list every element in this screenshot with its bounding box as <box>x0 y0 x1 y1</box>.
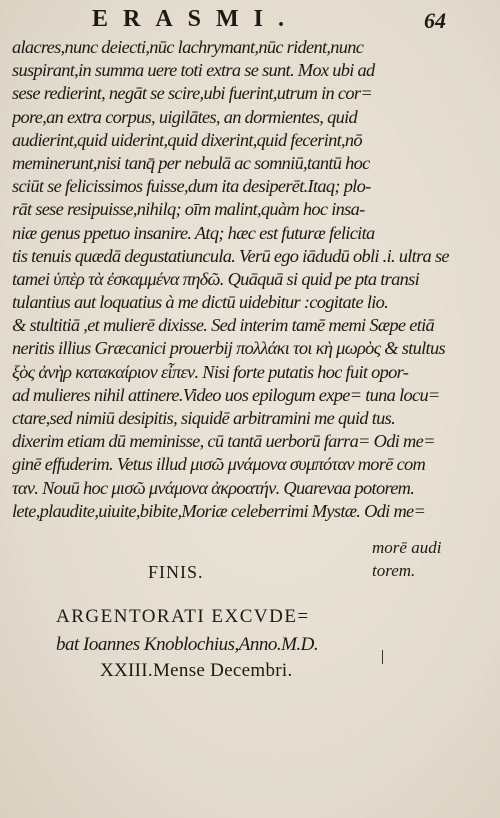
text-line: lete,plaudite,uiuite,bibite,Moriæ celeberrimi Mystæ. Odi me= <box>12 500 426 521</box>
colophon-line: ARGENTORATI EXCVDE= <box>56 606 310 627</box>
text-line: ξὸς ἀνὴρ κατακαίριον εἶπεν. Nisi forte putatis hoc fuit opor- <box>12 361 409 382</box>
text-line: rāt sese resipuisse,nihilq; oīm malint,quàm hoc insa- <box>12 199 365 220</box>
margin-note-line: torem. <box>372 561 416 580</box>
text-line: dixerim etiam dū meminisse, cū tantā uerborū farra= Odi me= <box>12 431 435 452</box>
text-line: ad mulieres nihil attinere.Video uos epilogum expe= tuna locu= <box>12 384 440 405</box>
text-line: audierint,quid uiderint,quid dixerint,quid fecerint,nō <box>12 129 362 150</box>
text-line: sciūt se felicissimos fuisse,dum ita desiperēt.Itaq; plo- <box>12 176 371 197</box>
running-title: ERASMI. <box>92 6 300 32</box>
text-line: niæ genus ppetuo insanire. Atq; hæc est futuræ felicita <box>12 222 375 243</box>
text-line: alacres,nunc deiecti,nūc lachrymant,nūc rident,nunc <box>12 37 364 57</box>
margin-note <box>372 536 441 582</box>
text-line: ginē effuderim. Vetus illud μισῶ μνάμονα συμπόταν morē com <box>12 454 426 475</box>
text-line: pore,an extra corpus, uigilātes, an dormientes, quid <box>12 106 357 127</box>
colophon-line: bat Ioannes Knoblochius,Anno.M.D. <box>56 634 319 655</box>
body-text <box>12 36 472 523</box>
text-line: tamei ὑπὲρ τὰ ἐσκαμμένα πηδῶ. Quāquā si quid pe pta transi <box>12 268 419 289</box>
folio-number: 64 <box>424 8 446 33</box>
ink-mark <box>382 650 383 664</box>
text-line: ctare,sed nimiū desipitis, siquidē arbitramini me quid tus. <box>12 408 396 428</box>
text-line: tis tenuis quædā degustatiuncula. Verū ego iādudū obli .i. ultra se <box>12 245 449 266</box>
margin-note-line: morē audi <box>372 538 442 557</box>
text-line: ταν. Nouū hoc μισῶ μνάμονα ἀκροατήν. Quarevaa potorem. <box>12 477 415 498</box>
page-header <box>0 4 500 34</box>
text-line: suspirant,in summa uere toti extra se sunt. Mox ubi ad <box>12 60 375 81</box>
text-line: & stultitiā ,et mulierē dixisse. Sed interim tamē memi Sæpe etiā <box>12 315 435 336</box>
text-line: tulantius aut loquatius à me dictū uidebitur :cogitate lio. <box>12 292 389 313</box>
colophon-line: XXIII.Mense Decembri. <box>100 660 293 681</box>
text-line: meminerunt,nisi tanq̄ per nebulā ac somniū,tantū hoc <box>12 152 370 173</box>
text-line: neritis illius Græcanici prouerbij πολλάκι τοι κὴ μωρὸς & stultus <box>12 338 445 359</box>
finis-label: FINIS. <box>148 562 204 582</box>
text-line: sese redierint, negāt se scire,ubi fuerint,utrum in cor= <box>12 83 373 104</box>
